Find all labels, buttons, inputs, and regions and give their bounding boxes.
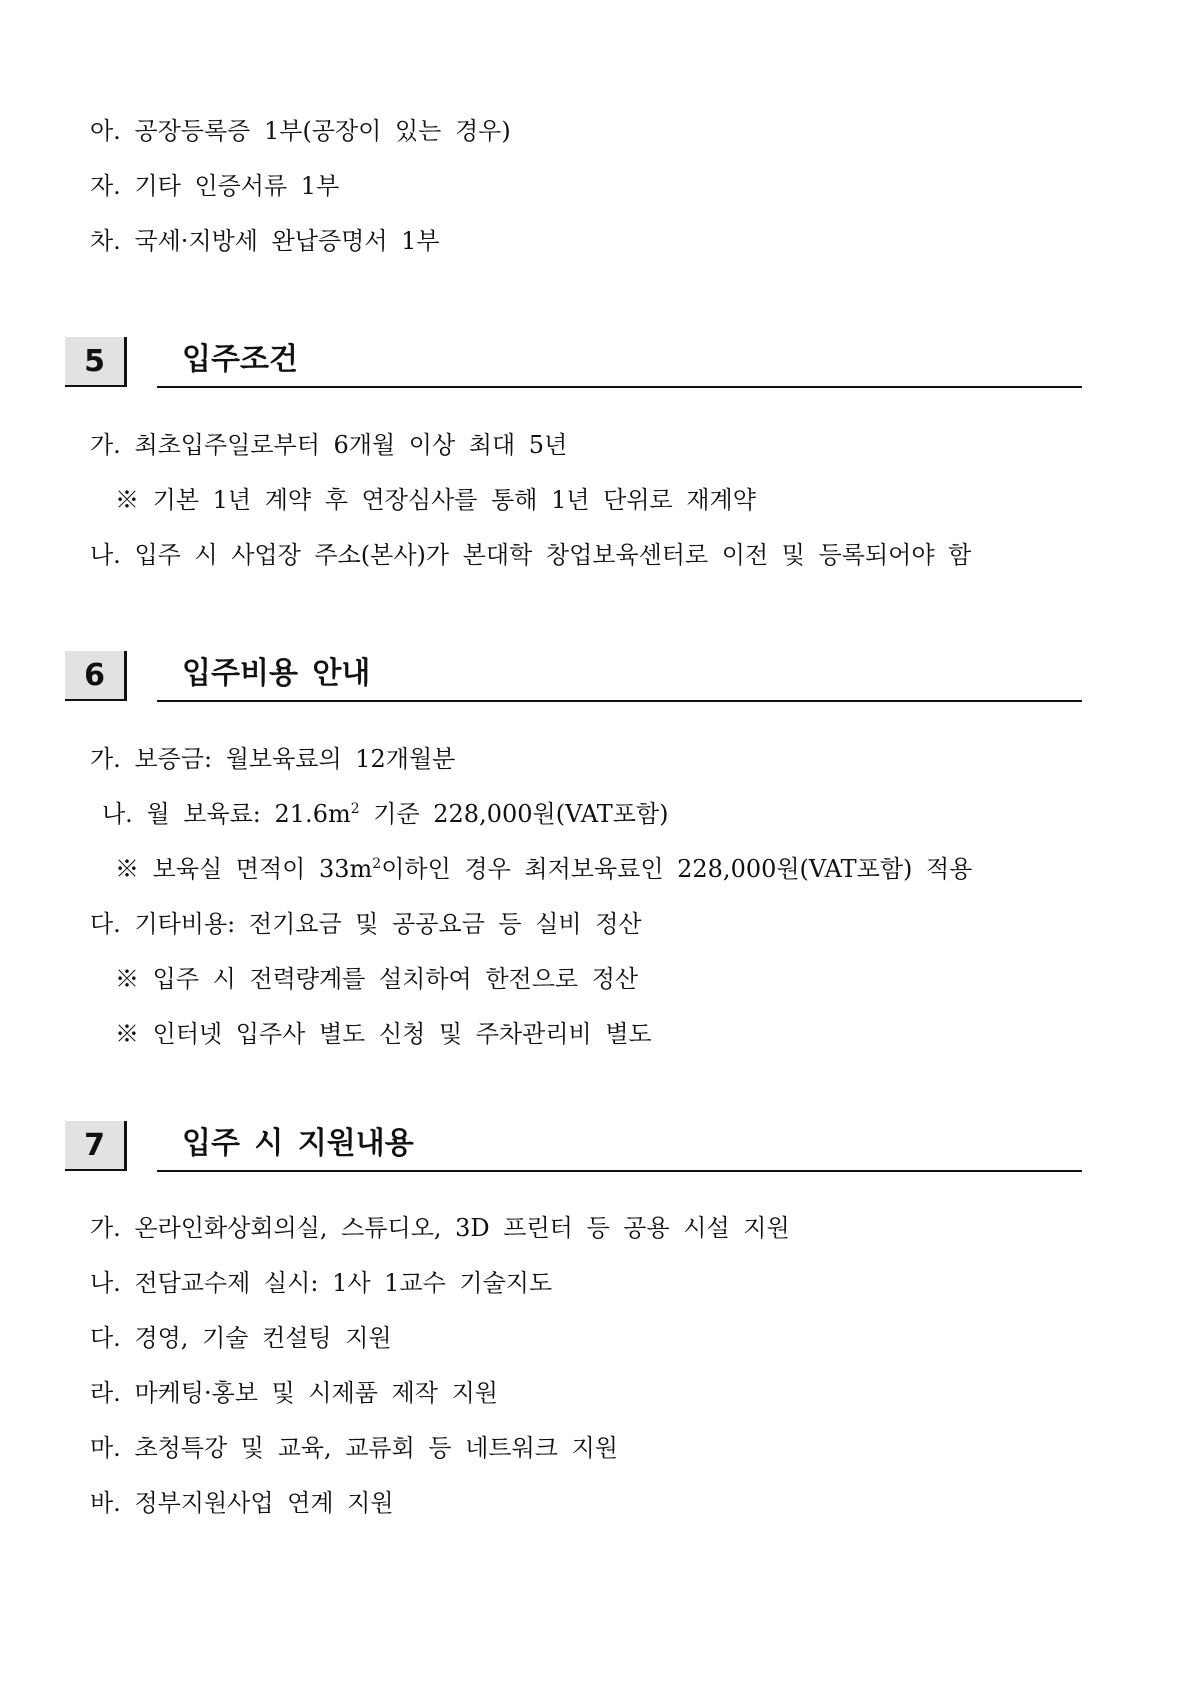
section-7-title: 입주 시 지원내용 xyxy=(182,1126,414,1161)
section-6-number: 6 xyxy=(65,651,127,701)
section-7-item-ra: 라. 마케팅·홍보 및 시제품 제작 지원 xyxy=(90,1379,498,1407)
monthly-fee-text-rest: 기준 228,000원(VAT포함) xyxy=(359,800,669,828)
section-5-item-na: 나. 입주 시 사업장 주소(본사)가 본대학 창업보육센터로 이전 및 등록되어야 함 xyxy=(90,541,972,569)
section-5-number: 5 xyxy=(65,337,127,387)
section-7-item-na: 나. 전담교수제 실시: 1사 1교수 기술지도 xyxy=(90,1269,553,1297)
list-item-ja: 자. 기타 인증서류 1부 xyxy=(90,172,340,200)
section-7-item-ba: 바. 정부지원사업 연계 지원 xyxy=(90,1489,394,1517)
list-item-cha: 차. 국세·지방세 완납증명서 1부 xyxy=(90,227,440,255)
area-note-text-rest: 이하인 경우 최저보육료인 228,000원(VAT포함) 적용 xyxy=(381,855,973,883)
section-6-note-area xyxy=(115,854,972,884)
section-6-note-power: ※ 입주 시 전력량계를 설치하여 한전으로 정산 xyxy=(115,965,639,993)
monthly-fee-text: 나. 월 보육료: 21.6m xyxy=(102,800,351,828)
section-7-item-da: 다. 경영, 기술 컨설팅 지원 xyxy=(90,1324,392,1352)
section-6-item-na xyxy=(102,799,669,829)
section-6-note-internet: ※ 인터넷 입주사 별도 신청 및 주차관리비 별도 xyxy=(115,1020,652,1048)
section-7-item-ga: 가. 온라인화상회의실, 스튜디오, 3D 프린터 등 공용 시설 지원 xyxy=(90,1214,790,1242)
section-5-rule xyxy=(157,386,1082,388)
section-6-item-ga: 가. 보증금: 월보육료의 12개월분 xyxy=(90,745,456,773)
section-6-rule xyxy=(157,700,1082,702)
section-7-number: 7 xyxy=(65,1121,127,1171)
section-5-title: 입주조건 xyxy=(182,342,298,377)
section-7-item-ma: 마. 초청특강 및 교육, 교류회 등 네트워크 지원 xyxy=(90,1434,618,1462)
area-note-superscript: 2 xyxy=(372,856,382,872)
monthly-fee-superscript: 2 xyxy=(350,801,360,817)
section-6-title: 입주비용 안내 xyxy=(182,656,371,691)
section-7-rule xyxy=(157,1170,1082,1172)
area-note-text: ※ 보육실 면적이 33m xyxy=(115,855,373,883)
section-5-item-ga: 가. 최초입주일로부터 6개월 이상 최대 5년 xyxy=(90,431,568,459)
list-item-ah: 아. 공장등록증 1부(공장이 있는 경우) xyxy=(90,117,511,145)
section-6-item-da: 다. 기타비용: 전기요금 및 공공요금 등 실비 정산 xyxy=(90,910,642,938)
section-5-note-renewal: ※ 기본 1년 계약 후 연장심사를 통해 1년 단위로 재계약 xyxy=(115,486,756,514)
